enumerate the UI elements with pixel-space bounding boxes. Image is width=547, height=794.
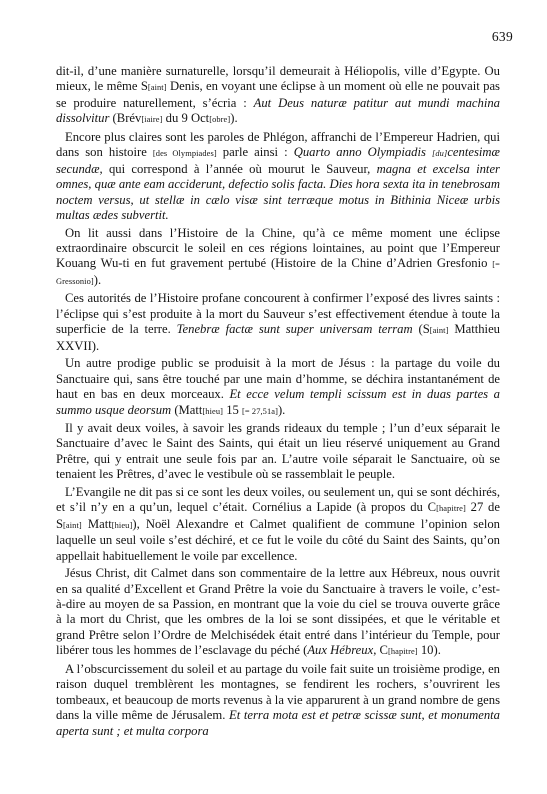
paragraph bbox=[56, 64, 500, 128]
editorial-insertion: [aint] bbox=[63, 520, 82, 530]
latin-quote: Aut Deus naturæ patitur aut mundi machina dissolvitur bbox=[56, 95, 500, 126]
editorial-insertion: [= Gressonio] bbox=[56, 260, 500, 286]
text-run: parle ainsi : bbox=[216, 145, 294, 160]
text-run: du 9 Oct bbox=[162, 111, 210, 126]
editorial-insertion: [des Olympiades] bbox=[152, 149, 217, 159]
text-run: Jésus Christ, dit Calmet dans son commentaire de la lettre aux Hébreux, nous ouvrit en sa qualité d’Excellent et Grand Prêtre la voie du Sanctuaire à travers le voile, c’est-à-dire au moyen de sa Passion, en montrant que la voie du ciel se trouva ouverte grâce à la mort du Christ, que les ombres de la loi se sont dissipées, et que le véritable et grand Prêtre selon l’Ordre de Melchisédek était entré dans l’intérieur du Temple, pour libérer tous les hommes de l’esclavage du péché ( bbox=[56, 566, 500, 658]
editorial-insertion: [= 27,51a] bbox=[242, 406, 278, 416]
text-run: 10). bbox=[417, 643, 441, 658]
paragraph bbox=[56, 291, 500, 354]
text-run: Il y avait deux voiles, à savoir les grands rideaux du temple ; l’un d’eux séparait le Sanctuaire d’avec le Saint des Saints, qui était un lieu réservé uniquement au Grand Prêtre, qui y entrait une seule fois par an. L’autre voile séparait le Sanctuaire, où se tenaient les Prêtres, d’avec le vestibule où se rassemblait le peuple. bbox=[56, 420, 500, 482]
latin-quote: Aux Hébreux bbox=[307, 643, 374, 658]
latin-quote: Tenebræ factæ sunt super universam terram bbox=[176, 322, 413, 337]
editorial-insertion: [hapitre] bbox=[387, 647, 418, 657]
text-run: ). bbox=[230, 111, 238, 126]
text-run: A l’obscurcissement du soleil et au partage du voile fait suite un troisième prodige, en raison duquel tremblèrent les montagnes, se fendirent les rochers, s’ouvrirent les tombeaux, et beaucoup de morts revenus à la vie apparurent à un grand nombre de gens dans la ville même de Jérusalem. bbox=[56, 661, 500, 723]
text-run: Un autre prodige public se produisit à la mort de Jésus : la partage du voile du Sanctuaire qui, sans être touché par une main d’homme, se déchira instantanément de haut en bas en deux morceaux. bbox=[56, 356, 500, 402]
editorial-insertion: [du] bbox=[432, 149, 448, 159]
editorial-insertion: [aint] bbox=[429, 326, 449, 336]
editorial-insertion: [obre] bbox=[209, 115, 231, 125]
editorial-insertion: [hieu] bbox=[111, 520, 133, 530]
text-run: (Matt bbox=[171, 402, 203, 417]
latin-quote: Et terra mota est et petræ scissæ sunt, et monumenta aperta sunt ; et multa corpora bbox=[56, 708, 501, 738]
editorial-insertion: [iaire] bbox=[141, 115, 163, 125]
paragraph bbox=[56, 130, 500, 224]
editorial-insertion: [hieu] bbox=[202, 406, 224, 416]
text-run: 15 bbox=[223, 402, 242, 417]
text-run: Encore plus claires sont les paroles de Phlégon, affranchi de l’Empereur Hadrien, qui dans son histoire bbox=[56, 129, 500, 160]
paragraph bbox=[56, 226, 500, 290]
text-run: L’Evangile ne dit pas si ce sont les deux voiles, ou seulement un, qui se sont déchirés, et s’il n’y en a qu’un, lequel c’était. Cornélius a Lapide (à propos du C bbox=[56, 484, 500, 515]
text-run: ). bbox=[277, 402, 286, 417]
text-run: (Brév bbox=[109, 111, 142, 126]
text-run: Matt bbox=[81, 516, 112, 531]
latin-quote: Et ecce velum templi scissum est in duas partes a summo usque deorsum bbox=[56, 387, 500, 417]
body-text bbox=[56, 64, 500, 741]
latin-quote: centesimæ secundæ, bbox=[56, 145, 500, 176]
text-run: ). bbox=[93, 272, 102, 287]
text-run: Ces autorités de l’Histoire profane concourent à confirmer l’exposé des livres saints : l’éclipse qui s’est produite à la mort du Sauveur s’est effectivement étendue à toute la superficie de la terre. bbox=[56, 291, 500, 337]
paragraph bbox=[56, 421, 500, 483]
text-run: (S bbox=[412, 322, 430, 337]
text-run: Denis, en voyant une éclipse à un moment où elle ne pouvait pas se produire naturellement, s’écria : bbox=[56, 79, 500, 110]
text-run: 27 de S bbox=[56, 500, 500, 531]
latin-quote: Quarto anno Olympiadis bbox=[293, 145, 433, 160]
paragraph bbox=[56, 662, 500, 739]
paragraph bbox=[56, 485, 500, 564]
page-number: 639 bbox=[491, 29, 513, 44]
text-run: dit-il, d’une manière surnaturelle, lorsqu’il demeurait à Héliopolis, ville d’Egypte. Ou mieux, le même S bbox=[56, 64, 500, 94]
text-run: On lit aussi dans l’Histoire de la Chine, qu’à ce même moment une éclipse extraordinaire obscurcit le soleil en ces régions lointaines, au point que l’Empereur Kouang Wu-ti en fut gravement pertubé (Histoire de la Chine d’Adrien Gresfonio bbox=[56, 225, 500, 271]
paragraph bbox=[56, 356, 500, 419]
latin-quote: magna et excelsa inter omnes, quæ ante eam acciderunt, defectio solis facta. Dies hora sexta ita in tenebrosam noctem versus, ut stellæ in cælo visæ sint terræque motus in Bithinia Niceæ urbis multas ædes subvertit. bbox=[56, 161, 500, 223]
text-run: ), Noël Alexandre et Calmet qualifient de commune l’opinion selon laquelle un seul voile s’est déchiré, et ce fut le voile du côté du Saint des Saints, qu’on appellait habituellement le voile par excellence. bbox=[56, 516, 500, 563]
editorial-insertion: [aint] bbox=[147, 83, 167, 93]
paragraph bbox=[56, 566, 500, 660]
text-run: Matthieu XXVII). bbox=[56, 322, 500, 353]
editorial-insertion: [hapitre] bbox=[436, 504, 466, 514]
text-run: , C bbox=[373, 643, 388, 658]
text-run: qui correspond à l’année où mourut le Sauveur, bbox=[102, 161, 377, 176]
